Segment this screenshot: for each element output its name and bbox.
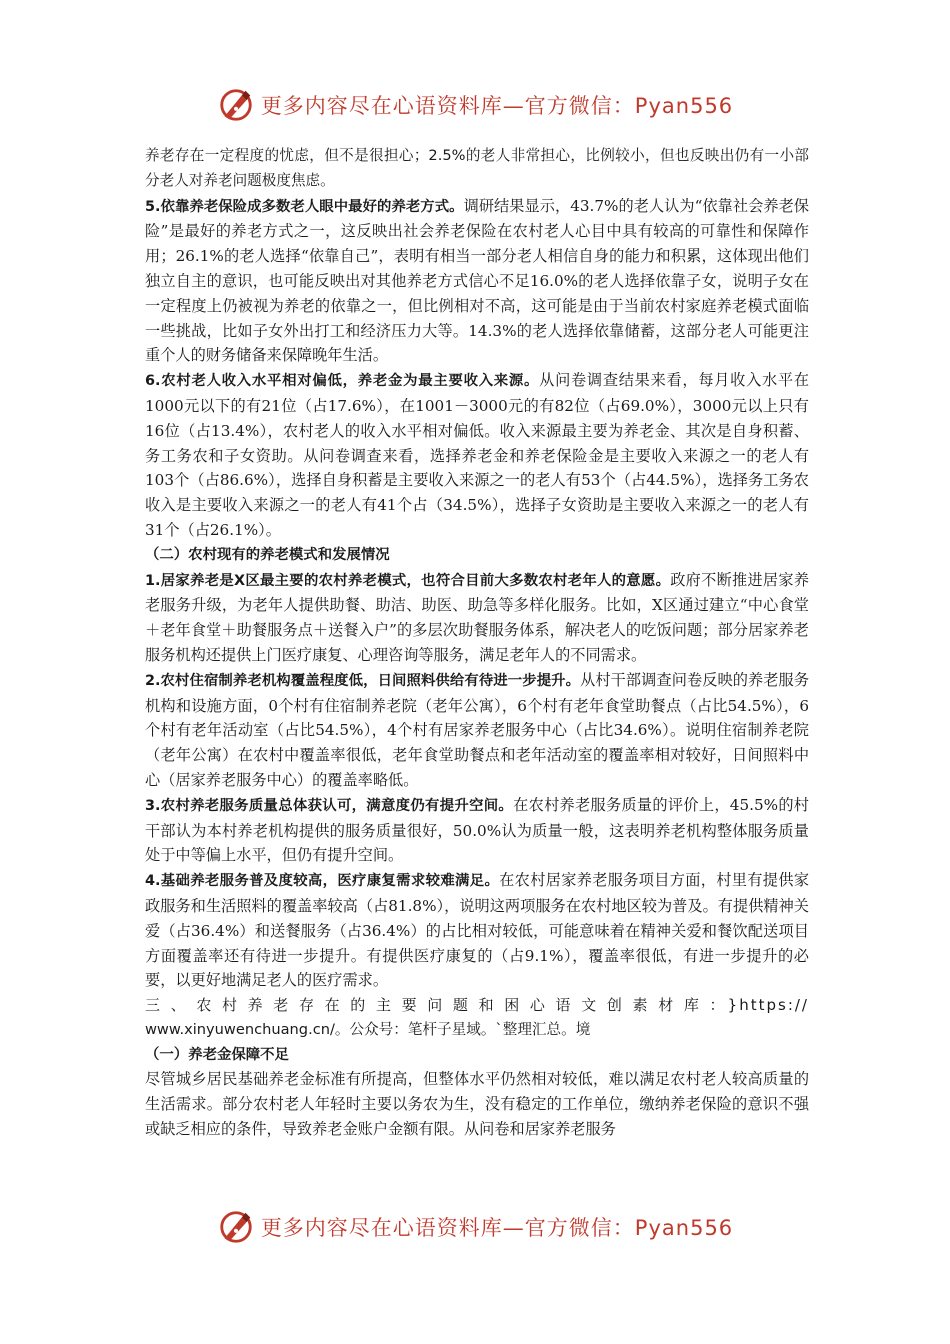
paragraph-text: 政府不断推进居家养老服务升级，为老年人提供助餐、助洁、助医、助急等多样化服务。比如，X区通过建立“中心食堂＋老年食堂＋助餐服务点＋送餐入户”的多层次助餐服务体系，解决老人的吃饭问题；部分居家养老服务机构还提供上门医疗康复、心理咨询等服务，满足老年人的不同需求。 [145, 570, 810, 664]
paragraph-heading: 5.依靠养老保险成多数老人眼中最好的养老方式。 [145, 198, 464, 215]
paragraph: 养老存在一定程度的忧虑，但不是很担心；2.5%的老人非常担心，比例较小，但也反映出仍有一小部分老人对养老问题极度焦虑。 [145, 147, 809, 189]
paragraph-heading: 2.农村住宿制养老机构覆盖程度低，日间照料供给有待进一步提升。 [145, 672, 581, 689]
paragraph-text: 从问卷调查结果来看，每月收入水平在1000元以下的有21位（占17.6%），在1001－3000元的有82位（占69.0%），3000元以上只有16位（占13.4%），农村老人的收入水平相对偏低。收入来源最主要为养老金、其次是自身积蓄、务工务农和子女资助。从问卷调查来看，选择养老金和养老保险金是主要收入来源之一的老人有103个（占86.6%），选择自身积蓄是主要收入来源之一的老人有53个（占44.5%），选择务工务农收入是主要收入来源之一的老人有41个占（34.5%），选择子女资助是主要收入来源之一的老人有31个（占26.1%）。 [145, 371, 810, 539]
header-banner [0, 82, 950, 128]
footer-banner [0, 1204, 950, 1250]
paragraph [145, 368, 809, 543]
banner-text: 更多内容尽在心语资料库—官方微信：Pyan556 [260, 94, 734, 118]
paragraph: 尽管城乡居民基础养老金标准有所提高，但整体水平仍然相对较低，难以满足农村老人较高质量的生活需求。部分农村老人年轻时主要以务农为生，没有稳定的工作单位，缴纳养老保险的意识不强或缺乏相应的条件，导致养老金账户金额有限。从问卷和居家养老服务 [145, 1070, 809, 1139]
paragraph-text: 调研结果显示，43.7%的老人认为“依靠社会养老保险”是最好的养老方式之一，这反映出社会养老保险在农村老人心目中具有较高的可靠性和保障作用；26.1%的老人选择“依靠自己”，表明有相当一部分老人相信自身的能力和积累，这体现出他们独立自主的意识，也可能反映出对其他养老方式信心不足16.0%的老人选择依靠子女，说明子女在一定程度上仍被视为养老的依靠之一，但比例相对不高，这可能是由于当前农村家庭养老模式面临一些挑战，比如子女外出打工和经济压力大等。14.3%的老人选择依靠储蓄，这部分老人可能更注重个人的财务储备来保障晚年生活。 [145, 196, 809, 365]
section-heading: （二）农村现有的养老模式和发展情况 [145, 546, 390, 563]
document-body [145, 144, 809, 1142]
paragraph-heading: 3.农村养老服务质量总体获认可，满意度仍有提升空间。 [145, 797, 514, 814]
banner-text: 更多内容尽在心语资料库—官方微信：Pyan556 [260, 1216, 734, 1240]
chapter-heading: 三、农村养老存在的主要问题和困心语文创素材库：}https:// [145, 996, 809, 1015]
paragraph [145, 568, 809, 668]
paragraph-heading: 1.居家养老是X区最主要的农村养老模式，也符合目前大多数农村老年人的意愿。 [145, 572, 671, 589]
paragraph [145, 194, 809, 369]
paragraph [145, 868, 809, 993]
chapter-heading-continued: www.xinyuwenchuang.cn/。公众号：笔杆子星域。`整理汇总。境 [145, 1020, 591, 1038]
paragraph-text: 在农村养老服务质量的评价上，45.5%的村干部认为本村养老机构提供的服务质量很好，50.0%认为质量一般，这表明养老机构整体服务质量处于中等偏上水平，但仍有提升空间。 [145, 795, 809, 865]
section-heading: （一）养老金保障不足 [145, 1046, 289, 1063]
paragraph [145, 793, 809, 868]
pen-nib-logo [217, 86, 255, 124]
paragraph-heading: 4.基础养老服务普及度较高，医疗康复需求较难满足。 [145, 873, 500, 890]
paragraph-heading: 6.农村老人收入水平相对偏低，养老金为最主要收入来源。 [145, 373, 540, 390]
paragraph-text: 从村干部调查问卷反映的养老服务机构和设施方面，0个村有住宿制养老院（老年公寓），6个村有老年食堂助餐点（占比54.5%），6个村有老年活动室（占比54.5%），4个村有居家养老服务中心（占比34.6%）。说明住宿制养老院（老年公寓）在农村中覆盖率很低，老年食堂助餐点和老年活动室的覆盖率相对较好，日间照料中心（居家养老服务中心）的覆盖率略低。 [145, 670, 810, 789]
paragraph [145, 668, 809, 793]
paragraph-text: 在农村居家养老服务项目方面，村里有提供家政服务和生活照料的覆盖率较高（占81.8%），说明这两项服务在农村地区较为普及。有提供精神关爱（占36.4%）和送餐服务（占36.4%）的占比相对较低，可能意味着在精神关爱和餐饮配送项目方面覆盖率还有待进一步提升。有提供医疗康复的（占9.1%），覆盖率很低，有进一步提升的必要，以更好地满足老人的医疗需求。 [145, 871, 810, 990]
pen-nib-logo [217, 1208, 255, 1246]
